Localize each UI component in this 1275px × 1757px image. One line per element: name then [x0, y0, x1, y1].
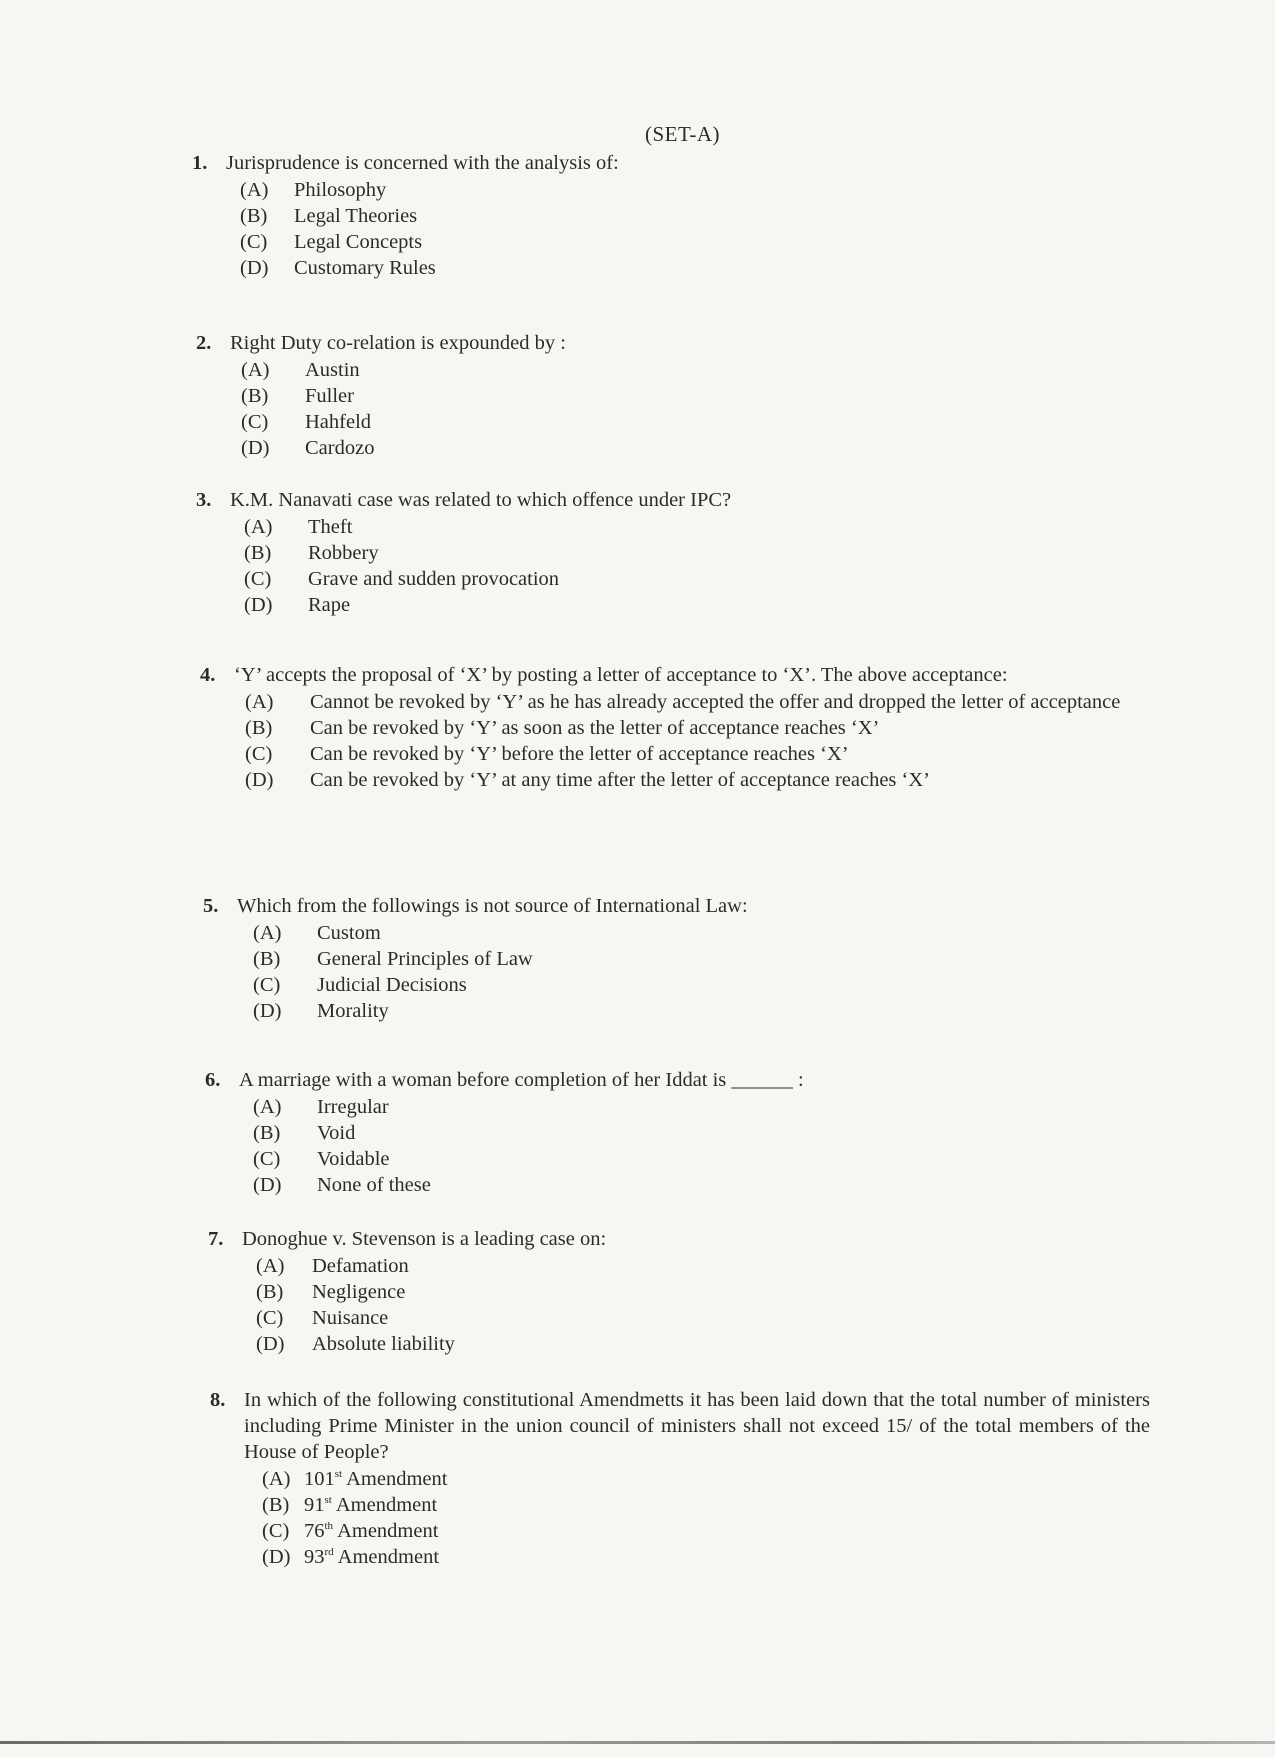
- question-number: 7.: [208, 1228, 224, 1250]
- option-c: (C) Judicial Decisions: [253, 974, 467, 996]
- question-text: ‘Y’ accepts the proposal of ‘X’ by posting a letter of acceptance to ‘X’. The above acceptance:: [234, 664, 1008, 686]
- option-c: (C) Hahfeld: [241, 411, 372, 433]
- question-3: [196, 487, 1096, 618]
- question-number: 4.: [200, 664, 216, 686]
- option-d: (D) Morality: [253, 1000, 389, 1022]
- question-text: Which from the followings is not source of International Law:: [237, 895, 748, 917]
- set-label: (SET-A): [644, 122, 721, 146]
- option-c: (C) Nuisance: [256, 1307, 389, 1329]
- question-number: 1.: [192, 152, 208, 174]
- option-c: (C) Voidable: [253, 1148, 390, 1170]
- option-b: (B) Void: [253, 1122, 356, 1144]
- question-8: [210, 1387, 1150, 1570]
- option-a: (A) Custom: [253, 922, 381, 944]
- option-c: (C) Grave and sudden provocation: [244, 568, 560, 590]
- question-text: Donoghue v. Stevenson is a leading case on:: [242, 1228, 607, 1250]
- question-4: [200, 662, 1142, 793]
- option-a: (A) Irregular: [253, 1096, 389, 1118]
- question-5: [203, 893, 1103, 1024]
- option-d: (D) Rape: [244, 594, 351, 616]
- question-text: K.M. Nanavati case was related to which offence under IPC?: [230, 489, 732, 511]
- option-a: (A) 101st Amendment: [262, 1468, 448, 1490]
- option-b: (B) Can be revoked by ‘Y’ as soon as the letter of acceptance reaches ‘X’: [245, 717, 880, 739]
- bottom-rule: [0, 1741, 1275, 1744]
- option-a: (A) Theft: [244, 516, 353, 538]
- question-7: [208, 1226, 1108, 1357]
- option-b: (B) Fuller: [241, 385, 354, 407]
- option-a: (A) Defamation: [256, 1255, 409, 1277]
- question-2: [196, 330, 1096, 461]
- question-number: 8.: [210, 1389, 226, 1411]
- option-b: (B) Robbery: [244, 542, 379, 564]
- option-a: (A) Austin: [241, 359, 360, 381]
- option-c: (C) Legal Concepts: [240, 231, 423, 253]
- option-d: (D) Absolute liability: [256, 1333, 455, 1355]
- option-a: (A) Cannot be revoked by ‘Y’ as he has already accepted the offer and dropped the letter of acceptance: [245, 691, 1121, 713]
- option-b: (B) General Principles of Law: [253, 948, 533, 970]
- option-d: (D) 93rd Amendment: [262, 1546, 440, 1568]
- question-6: [205, 1067, 1105, 1198]
- option-c: (C) 76th Amendment: [262, 1520, 439, 1542]
- option-d: (D) Customary Rules: [240, 257, 436, 279]
- question-text: Right Duty co-relation is expounded by :: [230, 332, 566, 354]
- option-d: (D) Cardozo: [241, 437, 375, 459]
- question-number: 3.: [196, 489, 212, 511]
- question-number: 5.: [203, 895, 219, 917]
- question-1: [192, 150, 1092, 281]
- option-b: (B) Legal Theories: [240, 205, 418, 227]
- option-d: (D) Can be revoked by ‘Y’ at any time after the letter of acceptance reaches ‘X’: [245, 769, 930, 791]
- option-c: (C) Can be revoked by ‘Y’ before the letter of acceptance reaches ‘X’: [245, 743, 849, 765]
- option-d: (D) None of these: [253, 1174, 431, 1196]
- question-number: 6.: [205, 1069, 221, 1091]
- question-text: Jurisprudence is concerned with the analysis of:: [226, 152, 619, 174]
- option-b: (B) Negligence: [256, 1281, 406, 1303]
- question-number: 2.: [196, 332, 212, 354]
- option-a: (A) Philosophy: [240, 179, 387, 201]
- question-text: In which of the following constitutional Amendmetts it has been laid down that the total number of ministers including Prime Minister in the union council of ministers shall not exceed 15/ of the total members of the House of People?: [244, 1389, 1150, 1463]
- option-b: (B) 91st Amendment: [262, 1494, 438, 1516]
- question-text: A marriage with a woman before completion of her Iddat is ______ :: [239, 1069, 804, 1091]
